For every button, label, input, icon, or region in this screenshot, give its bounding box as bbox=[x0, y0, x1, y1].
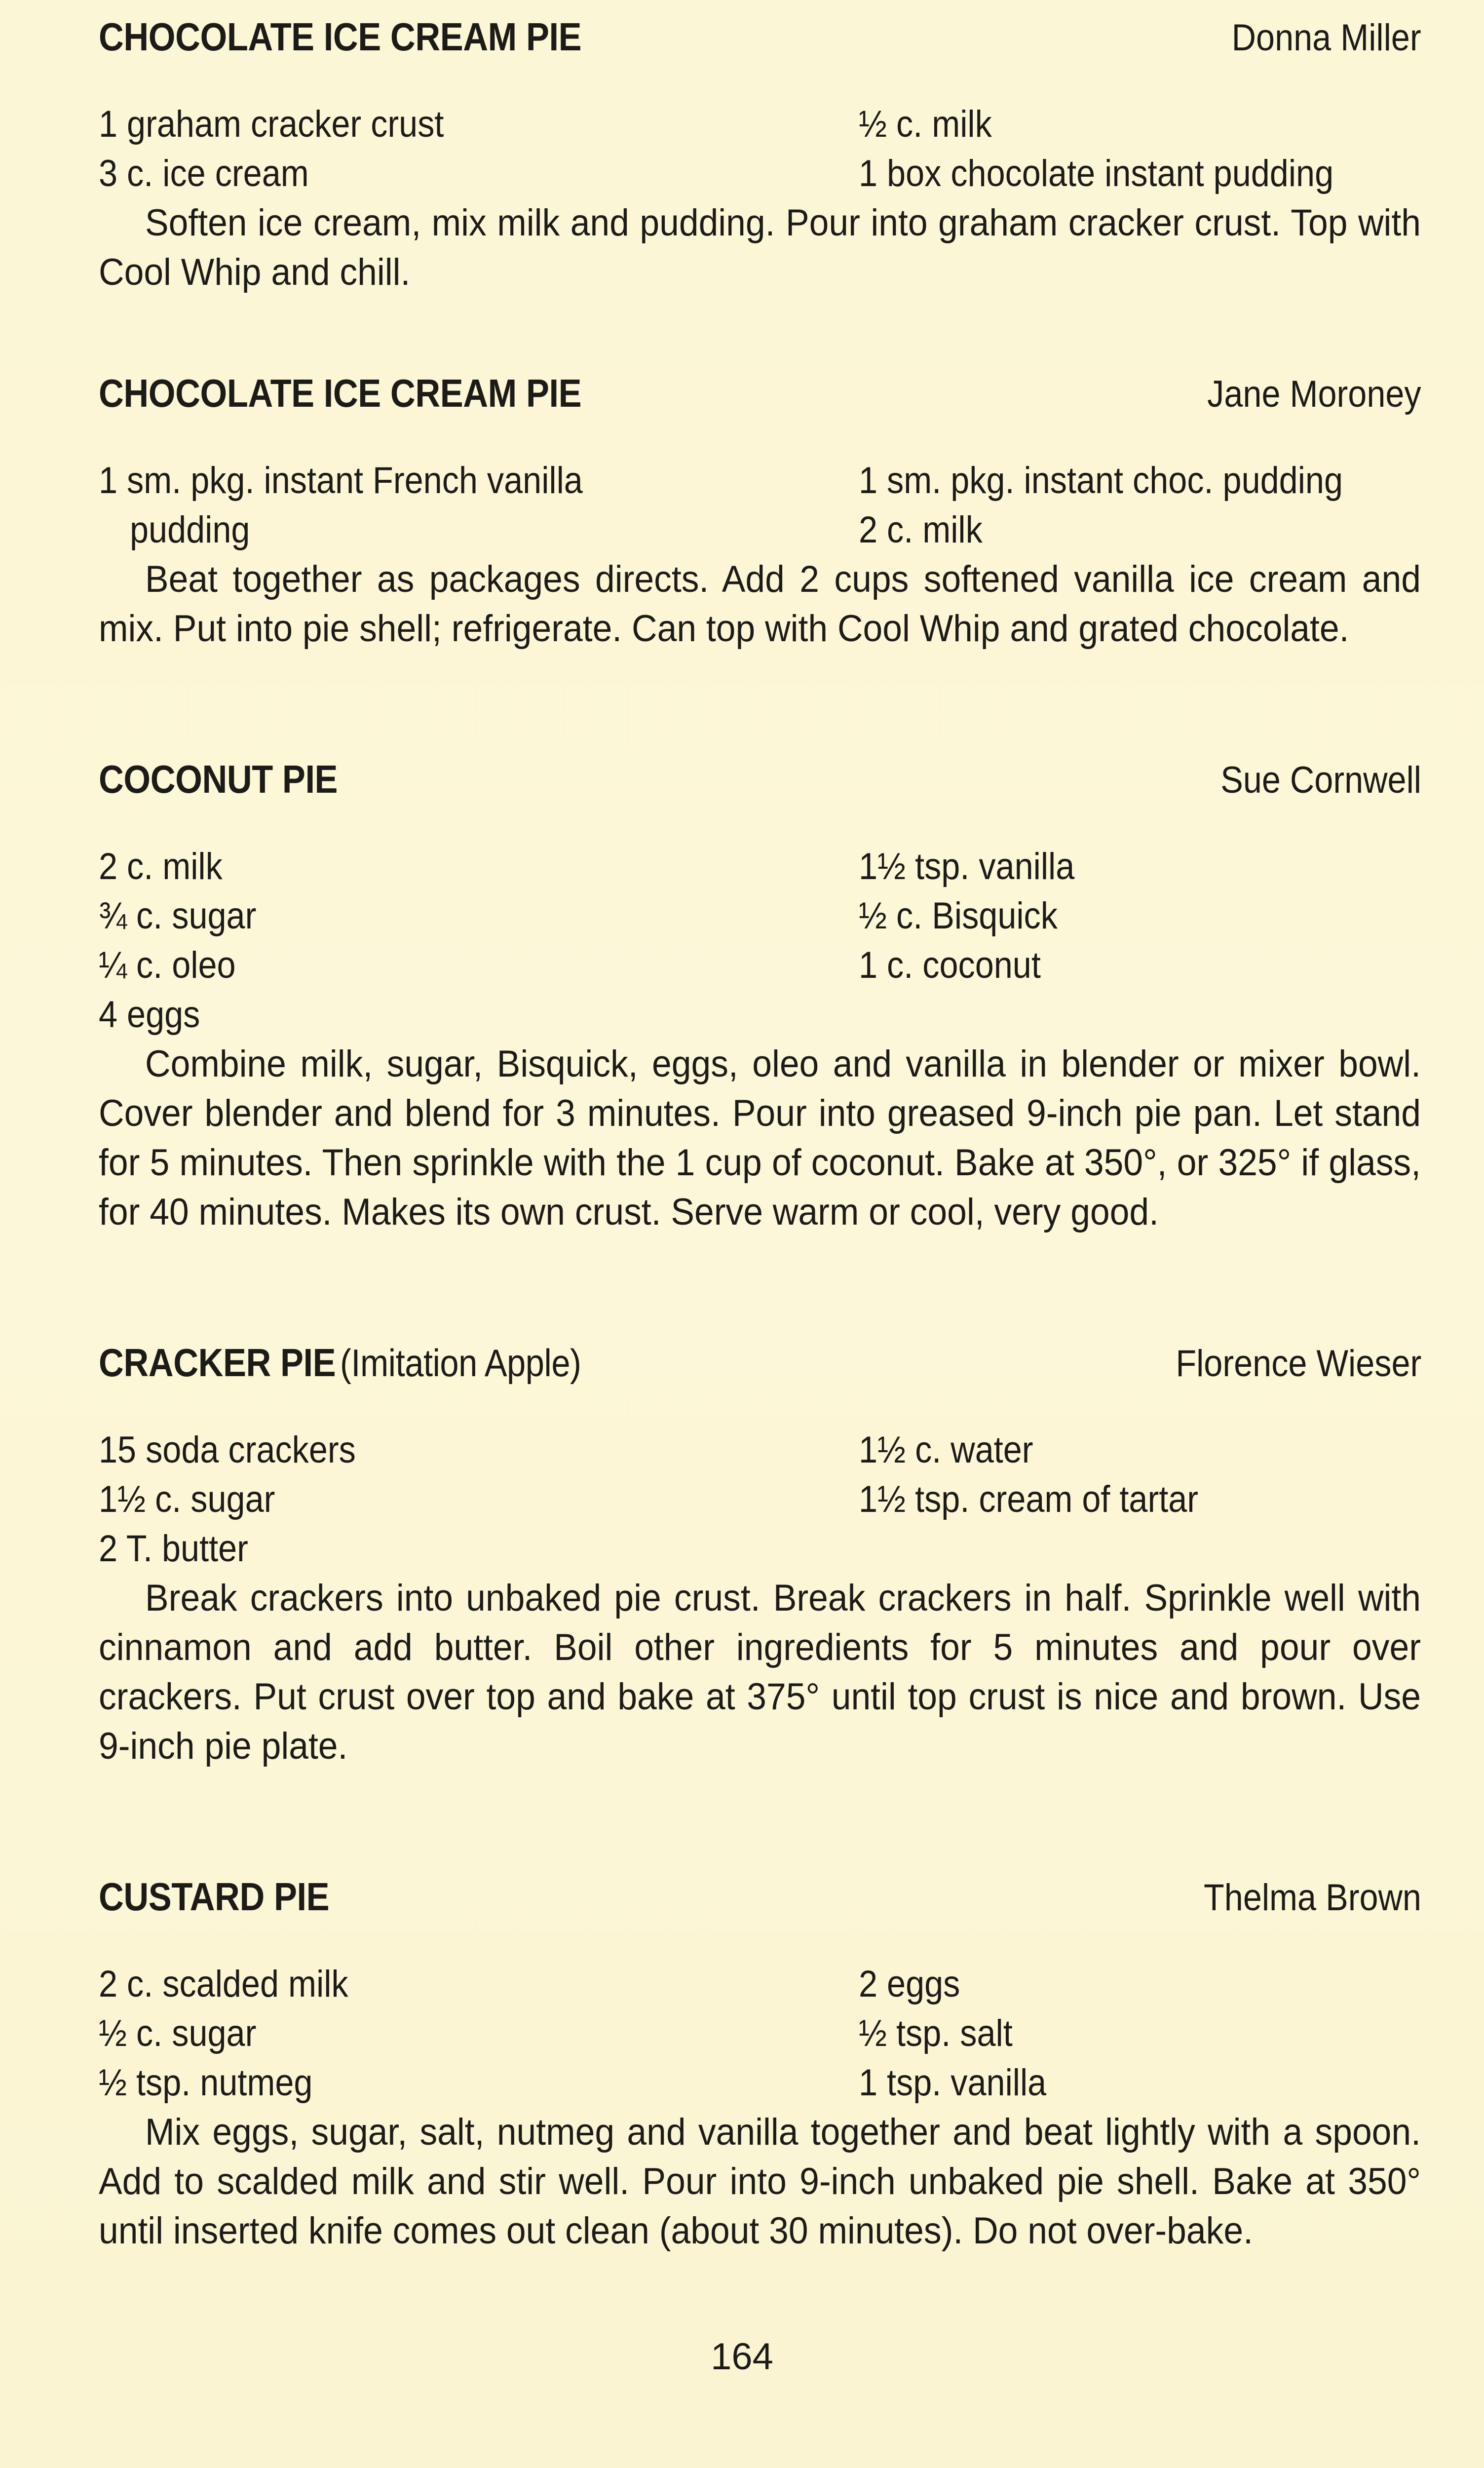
ingredient-item: 1½ tsp. cream of tartar bbox=[859, 1478, 1199, 1520]
ingredient-item: ¼ c. oleo bbox=[99, 944, 236, 986]
ingredient-item: 2 c. scalded milk bbox=[99, 1963, 348, 2005]
recipe-title-text: CRACKER PIE bbox=[99, 1341, 336, 1385]
recipe-title-text: CHOCOLATE ICE CREAM PIE bbox=[99, 15, 582, 59]
recipe-chocolate-ice-cream-pie-miller bbox=[99, 10, 1421, 297]
ingredient-list bbox=[99, 1960, 1421, 2108]
recipe-list bbox=[99, 10, 1421, 2256]
ingredient-item: 1½ tsp. vanilla bbox=[859, 846, 1075, 887]
ingredient-item: 1½ c. water bbox=[859, 1429, 1033, 1471]
recipe-header bbox=[99, 366, 1421, 421]
ingredient-item: 2 T. butter bbox=[99, 1528, 248, 1570]
ingredient-item: 1 graham cracker crust bbox=[99, 103, 444, 145]
ingredient-item bbox=[859, 1524, 1365, 1574]
recipe-title bbox=[99, 1336, 581, 1390]
recipe-header bbox=[99, 10, 1421, 64]
ingredient-item: ½ c. sugar bbox=[99, 2012, 257, 2054]
page-number: 164 bbox=[711, 2336, 773, 2378]
recipe-cracker-pie bbox=[99, 1336, 1421, 1771]
ingredient-item: 1 box chocolate instant pudding bbox=[859, 153, 1334, 194]
ingredient-item: 2 eggs bbox=[859, 1963, 960, 2005]
ingredient-list bbox=[99, 456, 1421, 555]
recipe-directions: Mix eggs, sugar, salt, nutmeg and vanilla together and beat lightly with a spoon. Add to scalded milk and stir well. Pour into 9-inch unbaked pie shell. Bake at 350° until inserted knife comes out clean (about 30 minutes). Do not over-bake. bbox=[99, 2111, 1421, 2252]
recipe-title-text: COCONUT PIE bbox=[99, 757, 338, 801]
recipe-author: Jane Moroney bbox=[1207, 373, 1421, 415]
ingredient-list bbox=[99, 100, 1421, 198]
ingredient-item: ¾ c. sugar bbox=[99, 895, 257, 937]
ingredient-item: ½ tsp. salt bbox=[859, 2012, 1013, 2054]
recipe-directions: Beat together as packages directs. Add 2 cups softened vanilla ice cream and mix. Put into pie shell; refrigerate. Can top with Cool Whip and grated chocolate. bbox=[99, 558, 1421, 650]
ingredient-item: ½ tsp. nutmeg bbox=[99, 2062, 313, 2104]
recipe-directions: Soften ice cream, mix milk and pudding. Pour into graham cracker crust. Top with Cool Whip and chill. bbox=[99, 202, 1421, 293]
ingredient-item bbox=[859, 990, 1365, 1040]
ingredient-list bbox=[99, 1426, 1421, 1574]
recipe-title-text: CHOCOLATE ICE CREAM PIE bbox=[99, 371, 582, 415]
ingredient-item: 1 c. coconut bbox=[859, 944, 1041, 986]
recipe-author: Thelma Brown bbox=[1204, 1877, 1421, 1919]
recipe-title bbox=[99, 752, 338, 807]
recipe-author: Donna Miller bbox=[1232, 17, 1421, 59]
recipe-header bbox=[99, 1870, 1421, 1924]
recipe-directions: Break crackers into unbaked pie crust. Break crackers in half. Sprinkle well with cinnamon and add butter. Boil other ingredients for 5 minutes and pour over crackers. Put crust over top and bake at 375° until top crust is nice and brown. Use 9-inch pie plate. bbox=[99, 1577, 1421, 1767]
recipe-title bbox=[99, 10, 581, 64]
ingredient-item: 3 c. ice cream bbox=[99, 153, 309, 194]
recipe-title-text: CUSTARD PIE bbox=[99, 1875, 330, 1919]
ingredient-item: 1½ c. sugar bbox=[99, 1478, 275, 1520]
recipe-title bbox=[99, 366, 581, 421]
ingredient-item: 4 eggs bbox=[99, 994, 200, 1036]
recipe-title bbox=[99, 1870, 329, 1924]
ingredient-item: ½ c. milk bbox=[859, 103, 992, 145]
recipe-directions: Combine milk, sugar, Bisquick, eggs, oleo and vanilla in blender or mixer bowl. Cover blender and blend for 3 minutes. Pour into greased 9-inch pie pan. Let stand for 5 minutes. Then sprinkle with the 1 cup of coconut. Bake at 350°, or 325° if glass, for 40 minutes. Makes its own crust. Serve warm or cool, very good. bbox=[99, 1043, 1421, 1233]
ingredient-item: 1 sm. pkg. instant French vanilla bbox=[99, 460, 583, 501]
recipe-coconut-pie bbox=[99, 752, 1421, 1237]
recipe-header bbox=[99, 752, 1421, 807]
recipe-author: Sue Cornwell bbox=[1220, 759, 1421, 801]
ingredient-list bbox=[99, 842, 1421, 1040]
recipe-subtitle: (Imitation Apple) bbox=[340, 1341, 581, 1385]
recipe-custard-pie bbox=[99, 1870, 1421, 2256]
recipe-header bbox=[99, 1336, 1421, 1390]
ingredient-item: ½ c. Bisquick bbox=[859, 895, 1058, 937]
ingredient-item: pudding bbox=[130, 509, 250, 551]
ingredient-item: 2 c. milk bbox=[99, 846, 223, 887]
recipe-author: Florence Wieser bbox=[1176, 1343, 1421, 1385]
ingredient-item: 1 sm. pkg. instant choc. pudding bbox=[859, 460, 1343, 501]
ingredient-item: 15 soda crackers bbox=[99, 1429, 356, 1471]
ingredient-item: 1 tsp. vanilla bbox=[859, 2062, 1047, 2104]
ingredient-item: 2 c. milk bbox=[859, 509, 983, 551]
recipe-chocolate-ice-cream-pie-moroney bbox=[99, 366, 1421, 654]
